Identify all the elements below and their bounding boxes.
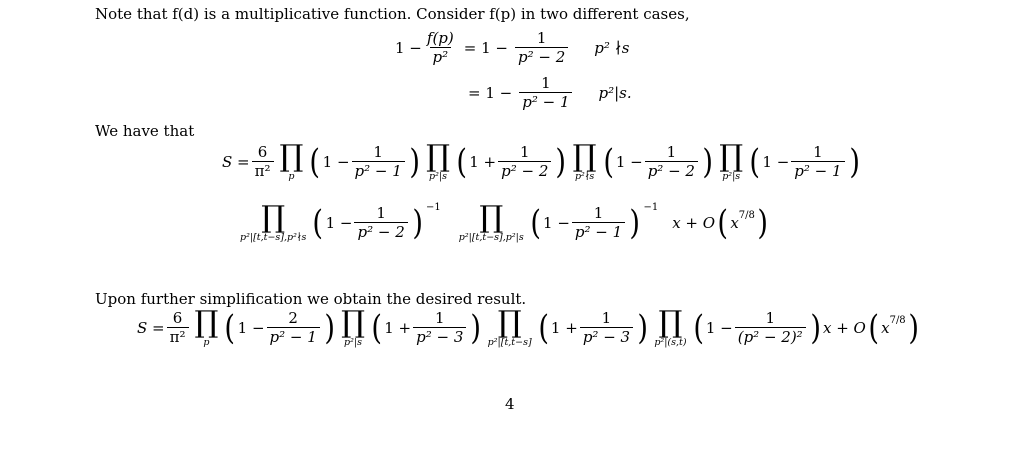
eq2-row2: ∏ p²|[t,t−s],p²∤s ( 1 − $\frac{1}{\text{p² − 2}}$ ) −1 ∏ p²|[t,t−s],p²|s ( 1 − $\frac{1}{\text{p² − 1}}$ ) −1 x + O ( x 7/8 ) <box>240 200 768 244</box>
eq3-term4-fraction <box>735 310 806 346</box>
fraction-numerator: 1 <box>593 204 604 223</box>
fraction-numerator: 1 <box>373 143 383 162</box>
eq3-s-equals: S = <box>137 319 165 338</box>
eq2-row2-product-1: ∏ p²|[t,t−s],p²∤s <box>240 200 307 243</box>
eq2-product-3: ∏ p²∤s <box>572 139 597 182</box>
product-subscript: p²|s <box>429 171 447 182</box>
eq3-constant <box>167 310 189 346</box>
fraction-numerator: 1 <box>666 143 677 162</box>
eq2-term4-fraction <box>791 144 844 180</box>
eq3-product-3: ∏ p²|[t,t−s] <box>487 305 532 348</box>
eq2-product-2: ∏ p²|s <box>426 139 450 182</box>
eq3-term3-fraction <box>580 310 633 346</box>
fraction-denominator: p² − 3 <box>413 327 466 346</box>
eq3-product-1: ∏ p <box>194 305 219 348</box>
fraction-numerator: 6 <box>172 309 183 328</box>
we-have-text: We have that <box>95 122 195 140</box>
eq2-row2-term2-fraction <box>572 205 625 241</box>
eq3-term2-fraction <box>413 310 466 346</box>
fraction-numerator: 1 <box>536 29 547 47</box>
eq2-s-equals: S = <box>222 153 250 172</box>
eq1-row2-condition: p²|s. <box>598 83 632 102</box>
eq1-lhs-fraction <box>424 30 457 66</box>
fraction-numerator: 2 <box>288 309 298 328</box>
eq3-term2: 1 + <box>384 319 412 338</box>
fraction-denominator: p² − 1 <box>352 161 405 180</box>
fraction-denominator: p² − 2 <box>645 161 698 180</box>
exponent: −1 <box>643 201 659 213</box>
product-subscript: p²|[t,t−s] <box>487 337 532 348</box>
eq2-row2-term1-fraction <box>354 205 407 241</box>
product-subscript: p²∤s <box>574 171 595 182</box>
fraction-denominator: p² <box>430 47 452 66</box>
eq2-tail: x + O <box>672 214 716 233</box>
product-subscript: p <box>203 337 210 348</box>
eq1-row1-fraction <box>515 30 568 66</box>
eq2-term1-fraction <box>352 144 405 180</box>
eq1-row1-equals: = 1 − <box>463 38 508 57</box>
fraction-denominator: p² − 2 <box>354 222 407 241</box>
big-o-argument: x <box>881 319 890 338</box>
eq2-row2-term2: 1 − <box>543 214 570 233</box>
fraction-numerator: 6 <box>257 143 268 162</box>
eq2-term2-fraction <box>498 144 551 180</box>
product-subscript: p²|(s,t) <box>654 337 687 348</box>
product-subscript: p²|[t,t−s],p²|s <box>458 232 524 243</box>
product-subscript: p²|[t,t−s],p²∤s <box>240 232 307 243</box>
eq2-term4: 1 − <box>762 153 790 172</box>
upon-text: Upon further simplification we obtain the desired result. <box>95 290 527 308</box>
fraction-numerator: f(p) <box>426 29 454 47</box>
big-o-argument: x <box>730 214 739 233</box>
eq2-term3: 1 − <box>615 153 643 172</box>
fraction-denominator: p² − 2 <box>498 161 551 180</box>
eq2-term3-fraction <box>645 144 698 180</box>
eq2-product-4: ∏ p²|s <box>719 139 744 182</box>
eq3-row: S = $\frac{6}{\text{π²}}$ ∏ p ( 1 − $\frac{2}{\text{p² − 1}}$ ) ∏ p²|s ( 1 + $\frac{1}{\text{p² − 3}}$ ) ∏ p²|[t,t−s] ( 1 + $\frac{1}{\text{p² − 3}}$ ) ∏ p²|(s,t) ( 1 − $\frac{1}{\text{(p² − 2)²}}$ ) x + O ( x 7/8 ) <box>137 305 919 349</box>
eq2-row1: S = $\frac{6}{\text{π²}}$ ∏ p ( 1 − $\frac{1}{\text{p² − 1}}$ ) ∏ p²|s ( 1 + $\frac{1}{\text{p² − 2}}$ ) ∏ p²∤s ( 1 − $\frac{1}{\text{p² − 2}}$ ) ∏ p²|s ( 1 − $\frac{1}{\text{p² − 1}}$ ) <box>222 139 860 183</box>
eq2-row2-product-2: ∏ p²|[t,t−s],p²|s <box>458 200 524 243</box>
fraction-denominator: (p² − 2)² <box>735 327 806 346</box>
exponent: −1 <box>426 201 441 213</box>
fraction-numerator: 1 <box>434 309 445 328</box>
intro-text: Note that f(d) is a multiplicative function. Consider f(p) in two different cases, <box>95 5 690 23</box>
big-o-exponent: 7/8 <box>738 209 755 221</box>
fraction-numerator: 1 <box>601 309 612 328</box>
eq3-product-4: ∏ p²|(s,t) <box>654 305 687 348</box>
eq1-row2-fraction <box>519 75 572 111</box>
eq1-lhs-one: 1 − <box>395 38 422 57</box>
eq2-constant <box>252 144 274 180</box>
eq3-term1: 1 − <box>237 319 265 338</box>
fraction-denominator: p² − 1 <box>791 161 844 180</box>
eq1-row2 <box>463 75 632 111</box>
product-subscript: p <box>288 171 295 182</box>
eq2-term1: 1 − <box>322 153 350 172</box>
fraction-numerator: 1 <box>813 143 823 162</box>
page-number: 4 <box>505 395 515 413</box>
eq2-product-1: ∏ p <box>279 139 304 182</box>
fraction-numerator: 1 <box>541 74 551 92</box>
product-subscript: p²|s <box>344 337 362 348</box>
eq3-term1-fraction <box>267 310 320 346</box>
fraction-denominator: π² <box>167 327 189 346</box>
eq3-tail: x + O <box>822 319 866 338</box>
eq3-term4: 1 − <box>705 319 733 338</box>
fraction-numerator: 1 <box>765 309 775 328</box>
fraction-denominator: p² − 2 <box>515 47 568 66</box>
fraction-denominator: p² − 1 <box>572 222 625 241</box>
eq3-term3: 1 + <box>550 319 578 338</box>
eq1-row2-equals: = 1 − <box>468 83 513 102</box>
eq1-row1-condition: p² ∤s <box>594 38 630 57</box>
big-o-exponent: 7/8 <box>889 314 906 326</box>
fraction-denominator: p² − 1 <box>519 92 572 111</box>
eq2-row2-term1: 1 − <box>325 214 353 233</box>
eq3-product-2: ∏ p²|s <box>341 305 365 348</box>
fraction-numerator: 1 <box>376 204 386 223</box>
fraction-numerator: 1 <box>519 143 530 162</box>
fraction-denominator: p² − 3 <box>580 327 633 346</box>
fraction-denominator: π² <box>252 161 274 180</box>
product-subscript: p²|s <box>722 171 741 182</box>
eq2-term2: 1 + <box>469 153 497 172</box>
fraction-denominator: p² − 1 <box>267 327 320 346</box>
eq1-row1 <box>395 30 630 66</box>
